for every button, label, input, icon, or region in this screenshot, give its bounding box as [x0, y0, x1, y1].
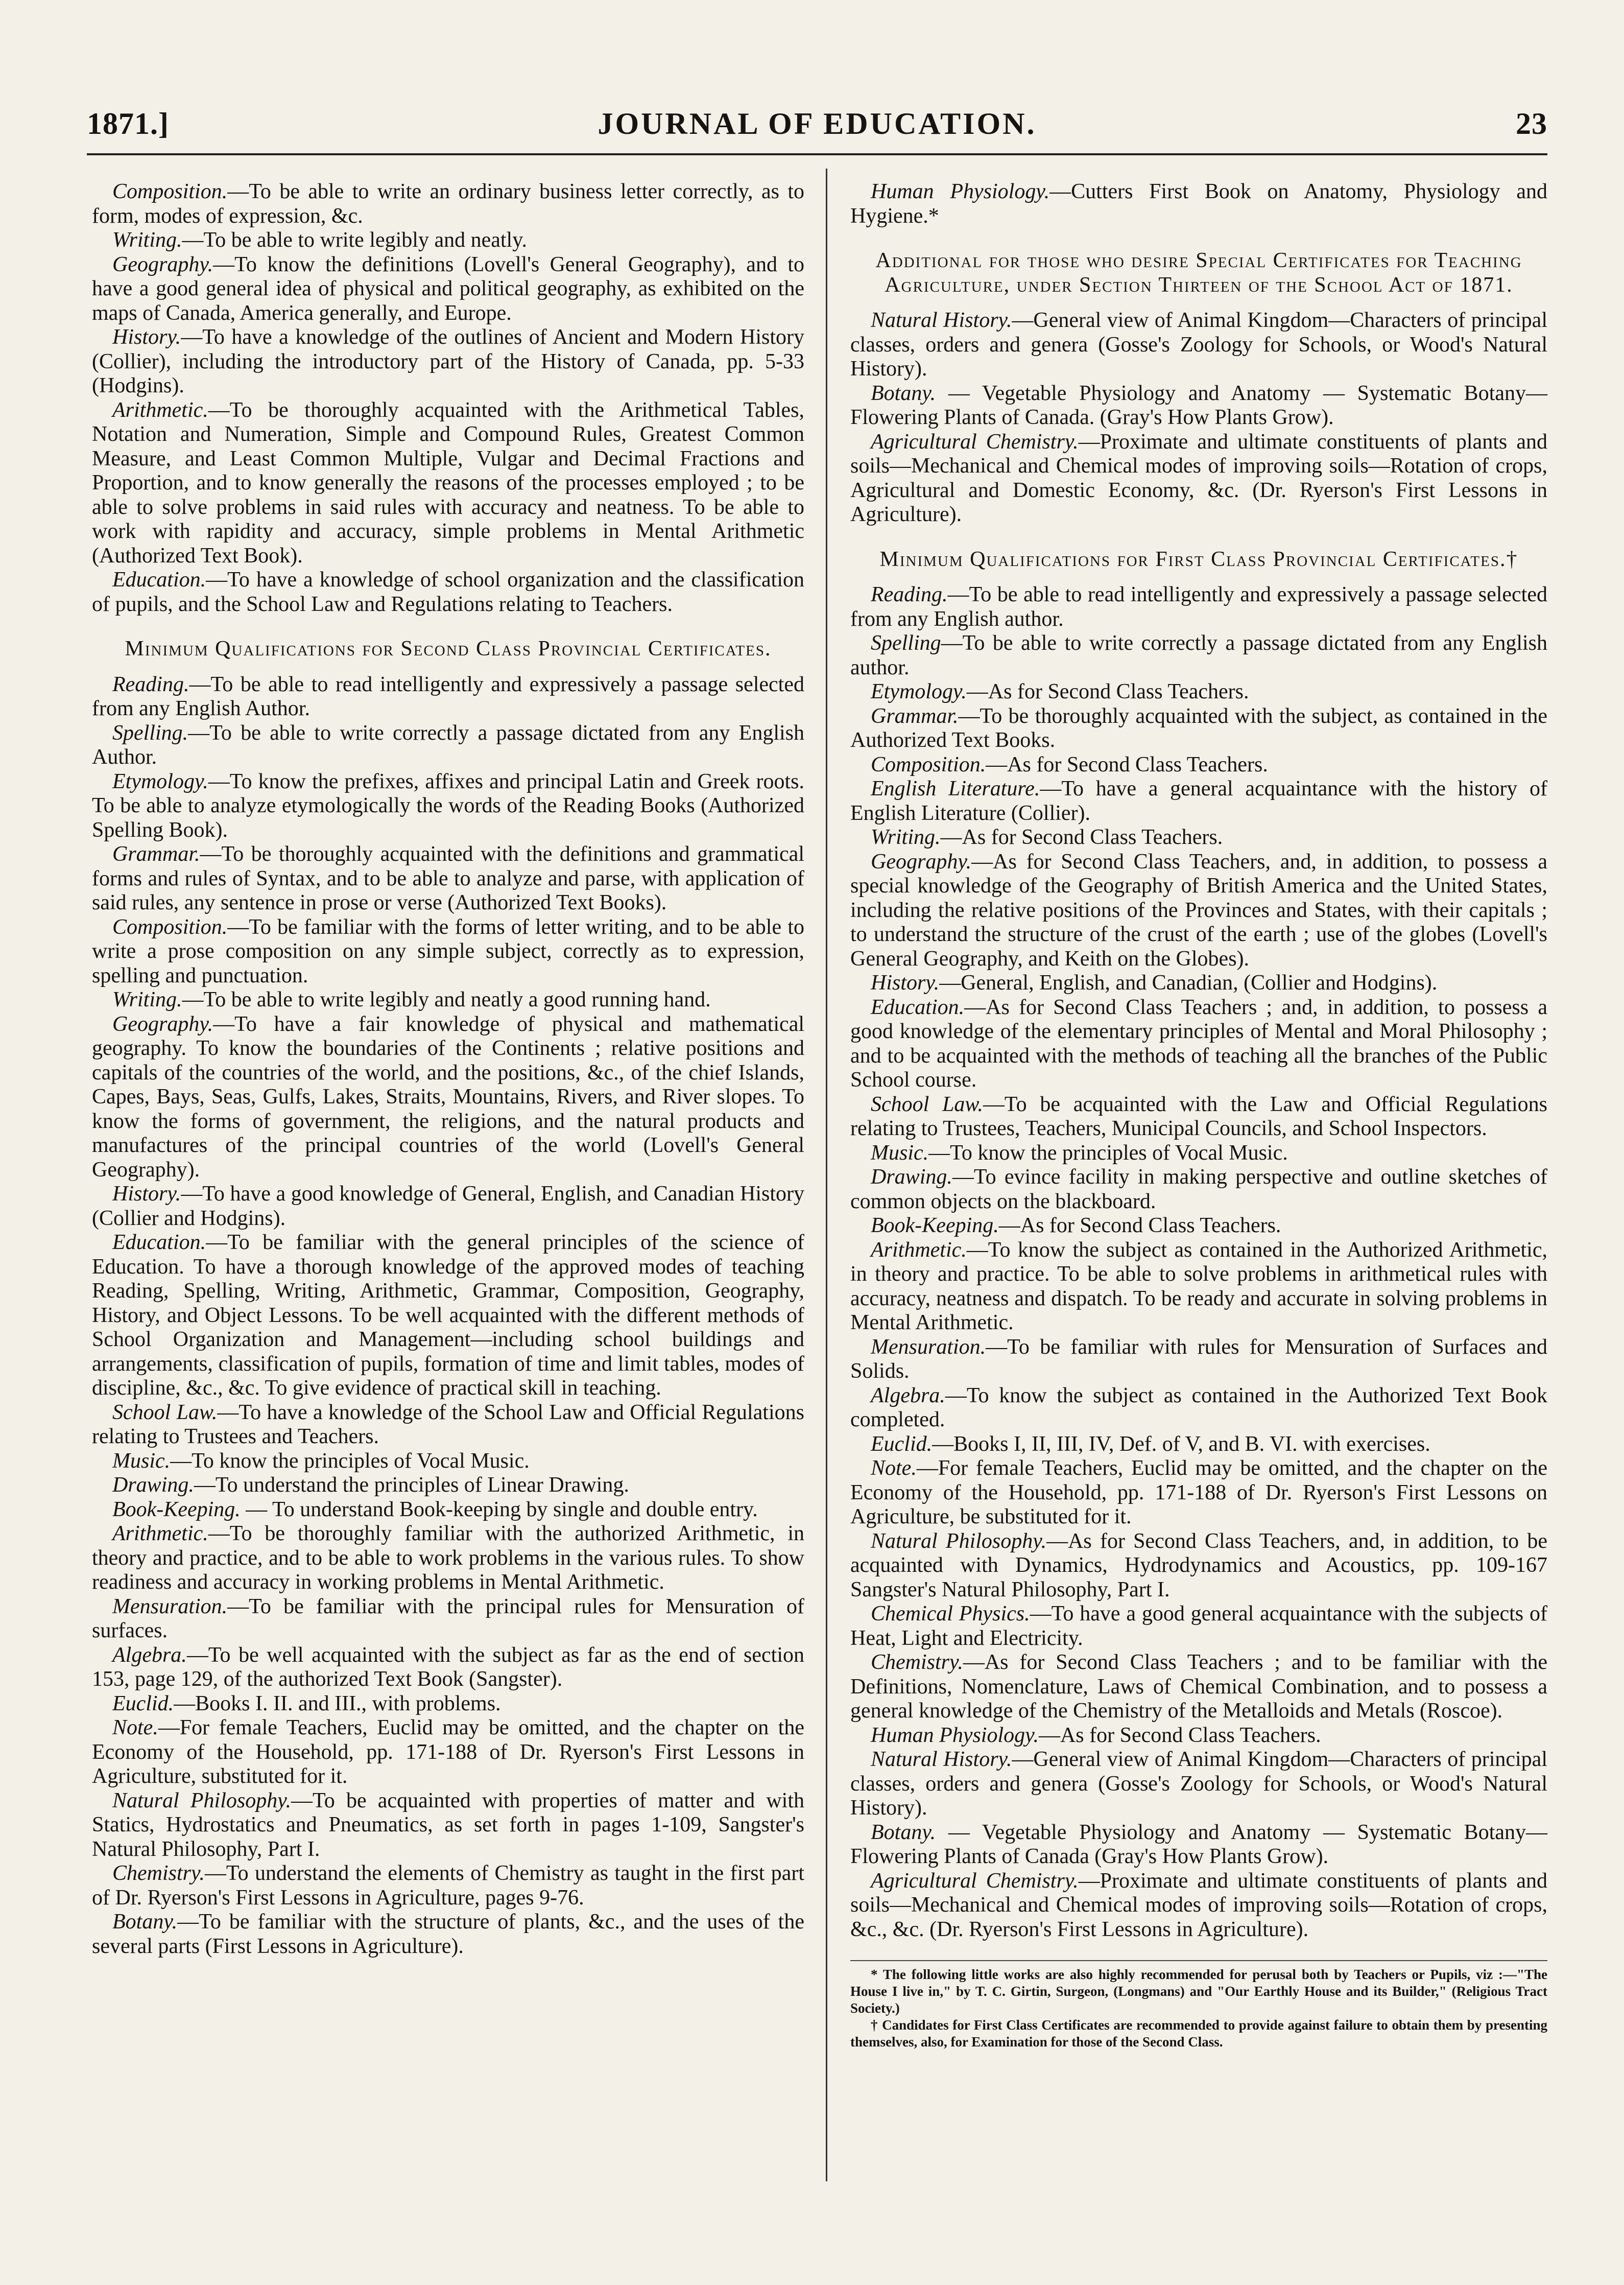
- subject-term: History.: [871, 971, 940, 995]
- subject-term: Drawing.: [112, 1473, 194, 1497]
- subject-term: Geography.: [112, 252, 213, 276]
- subject-text: — To understand Book-keeping by single and double entry.: [240, 1497, 758, 1521]
- section-heading: Minimum Qualifications for Second Class Provincial Certificates.: [125, 637, 772, 661]
- qualification-paragraph: [850, 1384, 1547, 1432]
- qualification-paragraph: [92, 1522, 804, 1595]
- subject-text: —As for Second Class Teachers.: [966, 680, 1249, 703]
- subject-term: Botany.: [112, 1910, 178, 1934]
- qualification-paragraph: [92, 1692, 804, 1716]
- page-number: 23: [1516, 107, 1547, 140]
- qualification-paragraph: [850, 1724, 1547, 1748]
- qualification-paragraph: [850, 309, 1547, 382]
- subject-term: Grammar.: [871, 704, 959, 728]
- subject-text: —Cutters First Book on Anatomy, Physiology and Hygiene.*: [850, 180, 1547, 228]
- header-year: 1871.]: [87, 107, 169, 140]
- subject-term: Agricultural Chemistry.: [871, 1869, 1079, 1893]
- subject-text: —To be able to write an ordinary business letter correctly, as to form, modes of expression, &c.: [92, 180, 804, 228]
- subject-text: —To be acquainted with properties of matter and with Statics, Hydrostatics and Pneumatics, as set forth in pages 1-109, Sangster's Natural Philosophy, Part I.: [92, 1788, 804, 1861]
- subject-text: —As for Second Class Teachers.: [940, 826, 1223, 849]
- column-divider: [826, 169, 827, 2181]
- subject-term: Spelling: [871, 631, 941, 655]
- qualification-paragraph: [850, 1238, 1547, 1335]
- qualification-paragraph: [92, 1643, 804, 1692]
- subject-term: History.: [112, 1182, 181, 1206]
- subject-term: English Literature.: [871, 777, 1040, 800]
- subject-term: Natural Philosophy.: [871, 1529, 1047, 1553]
- qualification-paragraph: [92, 842, 804, 915]
- subject-text: —As for Second Class Teachers.: [1038, 1723, 1321, 1747]
- footnote: * The following little works are also highly recommended for perusal both by Teachers or Pupils, viz :—"The House I live in," by T. C. Girtin, Surgeon, (Longmans) and "Our Earthly House and its Builder," (Religious Tract Society.): [850, 1967, 1547, 2016]
- qualification-paragraph: [92, 1401, 804, 1449]
- subject-term: Book-Keeping.: [871, 1214, 999, 1237]
- subject-text: —To be able to write correctly a passage dictated from any English Author.: [92, 721, 804, 769]
- qualification-paragraph: [850, 1093, 1547, 1141]
- subject-term: Reading.: [112, 672, 189, 696]
- qualification-paragraph: [850, 180, 1547, 228]
- subject-term: Human Physiology.: [871, 1723, 1039, 1747]
- footnote-rule: [850, 1960, 1547, 1961]
- subject-term: Algebra.: [871, 1383, 945, 1407]
- subject-text: —To have a knowledge of school organization and the classification of pupils, and the School Law and Regulations relating to Teachers.: [92, 568, 804, 616]
- subject-text: —To be able to read intelligently and expressively a passage selected from any English author.: [850, 583, 1547, 631]
- subject-text: —To be well acquainted with the subject as far as the end of section 153, page 129, of the authorized Text Book (Sangster).: [92, 1643, 804, 1691]
- subject-term: History.: [112, 325, 181, 349]
- subject-term: School Law.: [112, 1400, 218, 1424]
- qualification-paragraph: [92, 1449, 804, 1474]
- qualification-paragraph: [92, 1498, 804, 1522]
- subject-text: —Books I, II, III, IV, Def. of V, and B. VI. with exercises.: [932, 1432, 1430, 1456]
- subject-term: Grammar.: [112, 842, 200, 866]
- qualification-paragraph: [92, 1789, 804, 1862]
- journal-title: JOURNAL OF EDUCATION.: [598, 107, 1037, 140]
- subject-term: Mensuration.: [112, 1594, 228, 1618]
- qualification-paragraph: [92, 228, 804, 253]
- qualification-paragraph: [92, 988, 804, 1012]
- qualification-paragraph: [92, 568, 804, 617]
- footnotes: [850, 1966, 1547, 2051]
- subject-term: Botany.: [871, 1820, 936, 1844]
- subject-term: Writing.: [112, 988, 182, 1011]
- subject-text: —To understand the principles of Linear Drawing.: [194, 1473, 629, 1497]
- subject-text: —As for Second Class Teachers.: [986, 752, 1268, 776]
- qualification-paragraph: [92, 398, 804, 569]
- subject-text: —For female Teachers, Euclid may be omitted, and the chapter on the Economy of the Household, pp. 171-188 of Dr. Ryerson's First Lessons in Agriculture, substituted for it.: [92, 1716, 804, 1788]
- subject-text: —To be familiar with the structure of plants, &c., and the uses of the several parts (First Lessons in Agriculture).: [92, 1910, 804, 1958]
- qualification-paragraph: [850, 430, 1547, 527]
- qualification-paragraph: [92, 1012, 804, 1183]
- qualification-paragraph: [92, 1910, 804, 1959]
- qualification-paragraph: [850, 1821, 1547, 1869]
- qualification-paragraph: [850, 1869, 1547, 1942]
- subject-term: Education.: [871, 995, 965, 1019]
- subject-text: —For female Teachers, Euclid may be omitted, and the chapter on the Economy of the Household, pp. 171-188 of Dr. Ryerson's First Lessons on Agriculture, be substituted for it.: [850, 1456, 1547, 1528]
- subject-text: —To be acquainted with the Law and Official Regulations relating to Trustees, Teachers, Municipal Councils, and School Inspectors.: [850, 1092, 1547, 1140]
- qualification-paragraph: [92, 1595, 804, 1643]
- subject-term: Note.: [871, 1456, 917, 1480]
- subject-text: —To be thoroughly acquainted with the subject, as contained in the Authorized Text Books.: [850, 704, 1547, 752]
- subject-text: —To know the prefixes, affixes and principal Latin and Greek roots. To be able to analyze etymologically the words of the Reading Books (Authorized Spelling Book).: [92, 769, 804, 842]
- qualification-paragraph: [850, 1165, 1547, 1214]
- subject-term: Education.: [112, 1231, 206, 1254]
- subject-text: —Proximate and ultimate constituents of plants and soils—Mechanical and Chemical modes of improving soils—Rotation of crops, Agricultural and Domestic Economy, &c. (Dr. Ryerson's First Lessons in Agriculture).: [850, 430, 1547, 526]
- subject-term: Botany.: [871, 381, 936, 405]
- subject-term: Arithmetic.: [871, 1238, 967, 1262]
- subject-text: —To have a knowledge of the outlines of Ancient and Modern History (Collier), including the introductory part of the History of Canada, pp. 5-33 (Hodgins).: [92, 325, 804, 397]
- qualification-paragraph: [850, 1335, 1547, 1384]
- subject-text: —To have a good general acquaintance with the subjects of Heat, Light and Electricity.: [850, 1602, 1547, 1650]
- subject-text: —To be familiar with rules for Mensuration of Surfaces and Solids.: [850, 1335, 1547, 1383]
- qualification-paragraph: [92, 1473, 804, 1498]
- subject-term: Note.: [112, 1716, 158, 1739]
- qualification-paragraph: [850, 1651, 1547, 1724]
- subject-term: Human Physiology.: [871, 180, 1050, 203]
- subject-term: Chemistry.: [871, 1651, 963, 1674]
- qualification-paragraph: [850, 777, 1547, 826]
- subject-term: Algebra.: [112, 1643, 187, 1667]
- qualification-paragraph: [850, 826, 1547, 850]
- subject-text: —General view of Animal Kingdom—Characters of principal classes, orders and genera (Gosse's Zoology for Schools, or Wood's Natural History).: [850, 1748, 1547, 1820]
- subject-text: —To have a fair knowledge of physical and mathematical geography. To know the boundaries of the Continents ; relative positions and capitals of the countries of the world, and the positions, &c., of the chief Islands, Capes, Bays, Seas, Gulfs, Lakes, Straits, Mountains, Rivers, and River slopes. To know the forms of government, the religions, and the natural products and manufactures of the principal countries of the world (Lovell's General Geography).: [92, 1012, 804, 1182]
- qualification-paragraph: [850, 850, 1547, 972]
- subject-term: Chemistry.: [112, 1862, 205, 1885]
- qualification-paragraph: [92, 673, 804, 721]
- subject-text: —To be familiar with the principal rules for Mensuration of surfaces.: [92, 1594, 804, 1642]
- subject-text: —To be able to write correctly a passage dictated from any English author.: [850, 631, 1547, 679]
- subject-text: —To know the definitions (Lovell's General Geography), and to have a good general idea of physical and political geography, as exhibited on the maps of Canada, America generally, and Europe.: [92, 252, 804, 325]
- subject-term: Music.: [112, 1449, 171, 1473]
- qualification-paragraph: [92, 253, 804, 326]
- qualification-paragraph: [850, 1602, 1547, 1651]
- subject-text: —As for Second Class Teachers ; and, in addition, to possess a good knowledge of the elementary principles of Mental and Moral Philosophy ; and to be acquainted with the methods of teaching all the branches of the Public School course.: [850, 995, 1547, 1092]
- subject-term: Arithmetic.: [112, 398, 208, 422]
- qualification-paragraph: [92, 1231, 804, 1401]
- subject-term: Composition.: [112, 180, 228, 203]
- subject-text: —To have a general acquaintance with the history of English Literature (Collier).: [850, 777, 1547, 825]
- qualification-paragraph: [850, 753, 1547, 778]
- subject-text: —To understand the elements of Chemistry as taught in the first part of Dr. Ryerson's First Lessons in Agriculture, pages 9-76.: [92, 1862, 804, 1910]
- qualification-paragraph: [850, 680, 1547, 704]
- subject-text: —Books I. II. and III., with problems.: [174, 1691, 501, 1715]
- subject-text: —General view of Animal Kingdom—Characters of principal classes, orders and genera (Gosse's Zoology for Schools, or Wood's Natural History).: [850, 309, 1547, 381]
- qualification-paragraph: [850, 1141, 1547, 1166]
- subject-text: —To be familiar with the general principles of the science of Education. To have a thorough knowledge of the approved modes of teaching Reading, Spelling, Writing, Arithmetic, Grammar, Composition, Geography, History, and Object Lessons. To be well acquainted with the different methods of School Organization and Management—including school buildings and arrangements, classification of pupils, formation of time and limit tables, modes of discipline, &c., &c. To give evidence of practical skill in teaching.: [92, 1231, 804, 1400]
- qualification-paragraph: [850, 1214, 1547, 1238]
- page-header: [87, 106, 1547, 152]
- qualification-paragraph: [850, 1456, 1547, 1529]
- footnote: † Candidates for First Class Certificates are recommended to provide against failure to obtain them by presenting themselves, also, for Examination for those of the Second Class.: [850, 2017, 1547, 2050]
- qualification-paragraph: [850, 704, 1547, 753]
- subject-term: Geography.: [112, 1012, 213, 1036]
- subject-term: Music.: [871, 1141, 929, 1165]
- subject-text: —To be thoroughly familiar with the authorized Arithmetic, in theory and practice, and to be able to work problems in the various rules. To show readiness and accuracy in working problems in Mental Arithmetic.: [92, 1522, 804, 1594]
- qualification-paragraph: [92, 721, 804, 770]
- qualification-paragraph: [850, 1432, 1547, 1457]
- subject-term: Writing.: [112, 228, 182, 252]
- subject-text: —To have a knowledge of the School Law and Official Regulations relating to Trustees and Teachers.: [92, 1400, 804, 1448]
- subject-text: —To have a good knowledge of General, English, and Canadian History (Collier and Hodgins).: [92, 1182, 804, 1230]
- qualification-paragraph: [92, 1716, 804, 1789]
- subject-text: —To be able to write legibly and neatly a good running hand.: [182, 988, 711, 1011]
- subject-term: School Law.: [871, 1092, 983, 1116]
- qualification-paragraph: [850, 631, 1547, 680]
- qualification-paragraph: [850, 382, 1547, 430]
- subject-text: —To know the subject as contained in the Authorized Text Book completed.: [850, 1383, 1547, 1431]
- subject-text: —To be able to read intelligently and expressively a passage selected from any English Author.: [92, 672, 804, 720]
- qualification-paragraph: [92, 325, 804, 398]
- section-heading: Minimum Qualifications for First Class Provincial Certificates.†: [879, 547, 1518, 571]
- subject-text: —To know the principles of Vocal Music.: [928, 1141, 1288, 1165]
- subject-term: Composition.: [871, 752, 986, 776]
- subject-term: Composition.: [112, 915, 228, 939]
- qualification-paragraph: [92, 180, 804, 228]
- right-column-body: [850, 180, 1547, 1942]
- subject-term: Spelling.: [112, 721, 188, 745]
- section-heading: Additional for those who desire Special Certificates for Teaching Agriculture, under Section Thirteen of the School Act of 1871.: [875, 249, 1522, 297]
- subject-term: Education.: [112, 568, 206, 592]
- subject-term: Euclid.: [112, 1691, 174, 1715]
- subject-term: Geography.: [871, 850, 972, 874]
- subject-term: Mensuration.: [871, 1335, 986, 1359]
- subject-term: Agricultural Chemistry.: [871, 430, 1079, 454]
- subject-term: Chemical Physics.: [871, 1602, 1030, 1626]
- header-rule: [87, 153, 1547, 155]
- subject-text: —To be thoroughly acquainted with the Arithmetical Tables, Notation and Numeration, Simple and Compound Rules, Greatest Common Measure, and Least Common Multiple, Vulgar and Decimal Fractions and Proportion, and to know generally the reasons of the processes employed ; to be able to solve problems in said rules with accuracy and neatness. To be able to work with rapidity and accuracy, simple problems in Mental Arithmetic (Authorized Text Book).: [92, 398, 804, 568]
- left-column: [92, 180, 804, 1959]
- right-column: [850, 180, 1547, 2051]
- subject-term: Drawing.: [871, 1165, 952, 1189]
- subject-text: —To know the principles of Vocal Music.: [170, 1449, 530, 1473]
- subject-text: —As for Second Class Teachers ; and to be familiar with the Definitions, Nomenclature, Laws of Chemical Combination, and to possess a general knowledge of the Chemistry of the Metalloids and Metals (Roscoe).: [850, 1651, 1547, 1723]
- subject-text: — Vegetable Physiology and Anatomy — Systematic Botany—Flowering Plants of Canada. (Gray's How Plants Grow).: [850, 381, 1547, 429]
- subject-term: Reading.: [871, 583, 948, 606]
- subject-term: Writing.: [871, 826, 941, 849]
- qualification-paragraph: [92, 915, 804, 988]
- qualification-paragraph: [850, 971, 1547, 996]
- subject-text: —To be familiar with the forms of letter writing, and to be able to write a prose composition on any simple subject, correctly as to expression, spelling and punctuation.: [92, 915, 804, 987]
- subject-text: —To be able to write legibly and neatly.: [182, 228, 527, 252]
- subject-term: Arithmetic.: [112, 1522, 208, 1545]
- subject-text: —As for Second Class Teachers, and, in addition, to possess a special knowledge of the Geography of British America and the United States, including the relative positions of the Provinces and States, with their capitals ; to understand the structure of the crust of the earth ; use of the globes (Lovell's General Geography, and Keith on the Globes).: [850, 850, 1547, 971]
- subject-text: —As for Second Class Teachers, and, in addition, to be acquainted with Dynamics, Hydrodynamics and Acoustics, pp. 109-167 Sangster's Natural Philosophy, Part I.: [850, 1529, 1548, 1601]
- subject-text: —To know the subject as contained in the Authorized Arithmetic, in theory and practice. To be able to solve problems in arithmetical rules with accuracy, neatness and dispatch. To be ready and accurate in solving problems in Mental Arithmetic.: [850, 1238, 1547, 1334]
- subject-text: —Proximate and ultimate constituents of plants and soils—Mechanical and Chemical modes of improving soils—Rotation of crops, &c., &c. (Dr. Ryerson's First Lessons in Agriculture).: [850, 1869, 1547, 1941]
- qualification-paragraph: [850, 583, 1547, 631]
- qualification-paragraph: [850, 996, 1547, 1093]
- qualification-paragraph: [850, 1748, 1547, 1821]
- subject-term: Natural History.: [871, 309, 1012, 332]
- subject-text: —As for Second Class Teachers.: [998, 1214, 1281, 1237]
- qualification-paragraph: [92, 1862, 804, 1910]
- qualification-paragraph: [92, 770, 804, 843]
- subject-text: —To be thoroughly acquainted with the definitions and grammatical forms and rules of Syntax, and to be able to analyze and parse, with application of said rules, any sentence in prose or verse (Authorized Text Books).: [92, 842, 804, 914]
- subject-text: —To evince facility in making perspective and outline sketches of common objects on the blackboard.: [850, 1165, 1547, 1213]
- subject-text: — Vegetable Physiology and Anatomy — Systematic Botany—Flowering Plants of Canada (Gray's How Plants Grow).: [850, 1820, 1547, 1868]
- subject-term: Etymology.: [871, 680, 967, 703]
- subject-text: —General, English, and Canadian, (Collier and Hodgins).: [939, 971, 1438, 995]
- subject-term: Euclid.: [871, 1432, 933, 1456]
- qualification-paragraph: [850, 1529, 1547, 1603]
- subject-term: Natural History.: [871, 1748, 1012, 1771]
- subject-term: Book-Keeping.: [112, 1497, 241, 1521]
- qualification-paragraph: [92, 1182, 804, 1231]
- subject-term: Etymology.: [112, 769, 208, 793]
- subject-term: Natural Philosophy.: [112, 1788, 292, 1812]
